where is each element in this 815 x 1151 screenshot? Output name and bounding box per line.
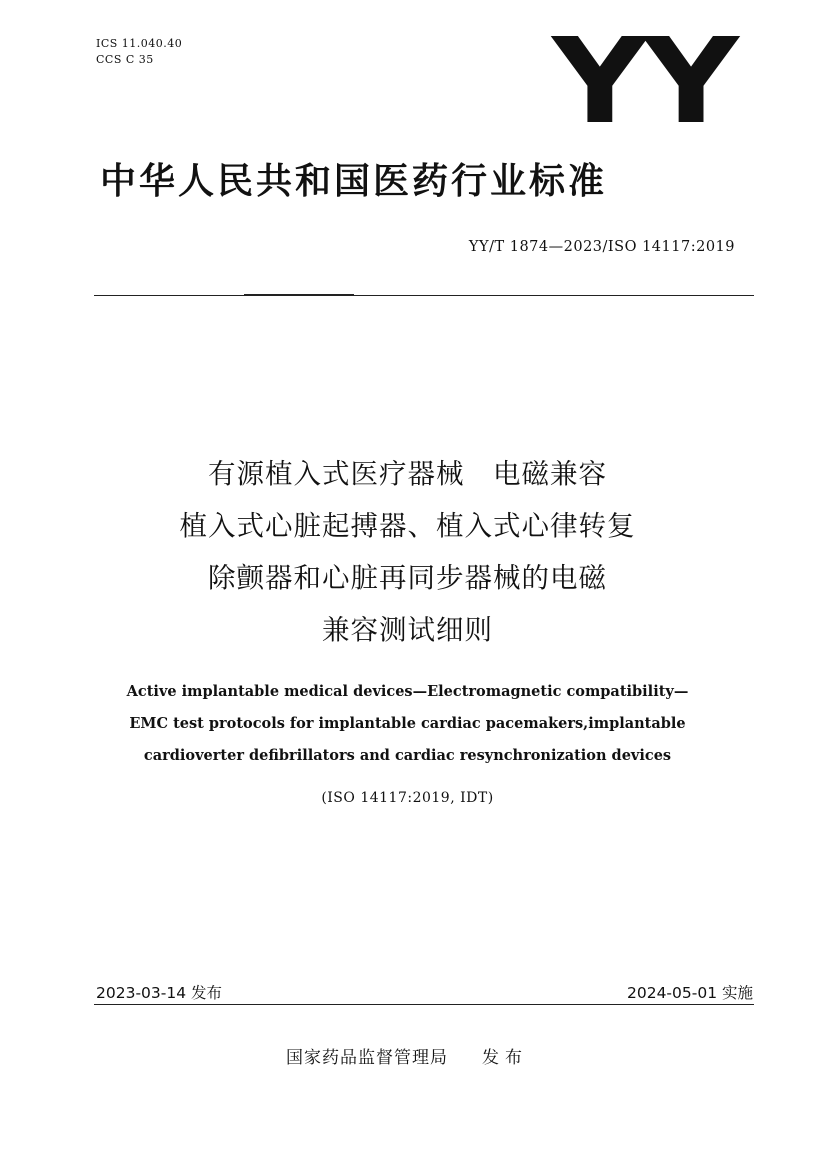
organization-title: 中华人民共和国医药行业标准 (100, 161, 608, 202)
chinese-title-line: 有源植入式医疗器械 电磁兼容 (208, 458, 607, 490)
implementation-date: 2024-05-01 实施 (626, 984, 753, 1002)
issuer (286, 1046, 528, 1070)
classification-codes (96, 36, 182, 68)
chinese-title-line: 植入式心脏起搏器、植入式心律转复 (179, 510, 636, 542)
ccs-code: CCS C 35 (96, 53, 154, 66)
english-title-line: EMC test protocols for implantable cardiac pacemakers,implantable (129, 715, 686, 732)
yy-logo: YY (552, 12, 735, 150)
ics-code: ICS 11.040.40 (96, 37, 183, 50)
equivalence-note: (ISO 14117:2019, IDT) (321, 790, 494, 806)
chinese-title-line: 除颤器和心脏再同步器械的电磁 (208, 562, 607, 594)
issuer-name: 国家药品监督管理局 (286, 1048, 448, 1068)
top-divider (94, 295, 754, 296)
english-title-line: cardioverter defibrillators and cardiac resynchronization devices (143, 747, 672, 764)
chinese-title (60, 448, 755, 656)
chinese-title-line: 兼容测试细则 (322, 614, 493, 646)
standard-code: YY/T 1874—2023/ISO 14117:2019 (468, 239, 735, 255)
publish-date: 2023-03-14 发布 (96, 984, 223, 1002)
bottom-divider (94, 1004, 754, 1005)
english-title (60, 676, 755, 772)
issuer-action: 发布 (482, 1048, 528, 1068)
english-title-line: Active implantable medical devices—Electromagnetic compatibility— (126, 683, 689, 700)
